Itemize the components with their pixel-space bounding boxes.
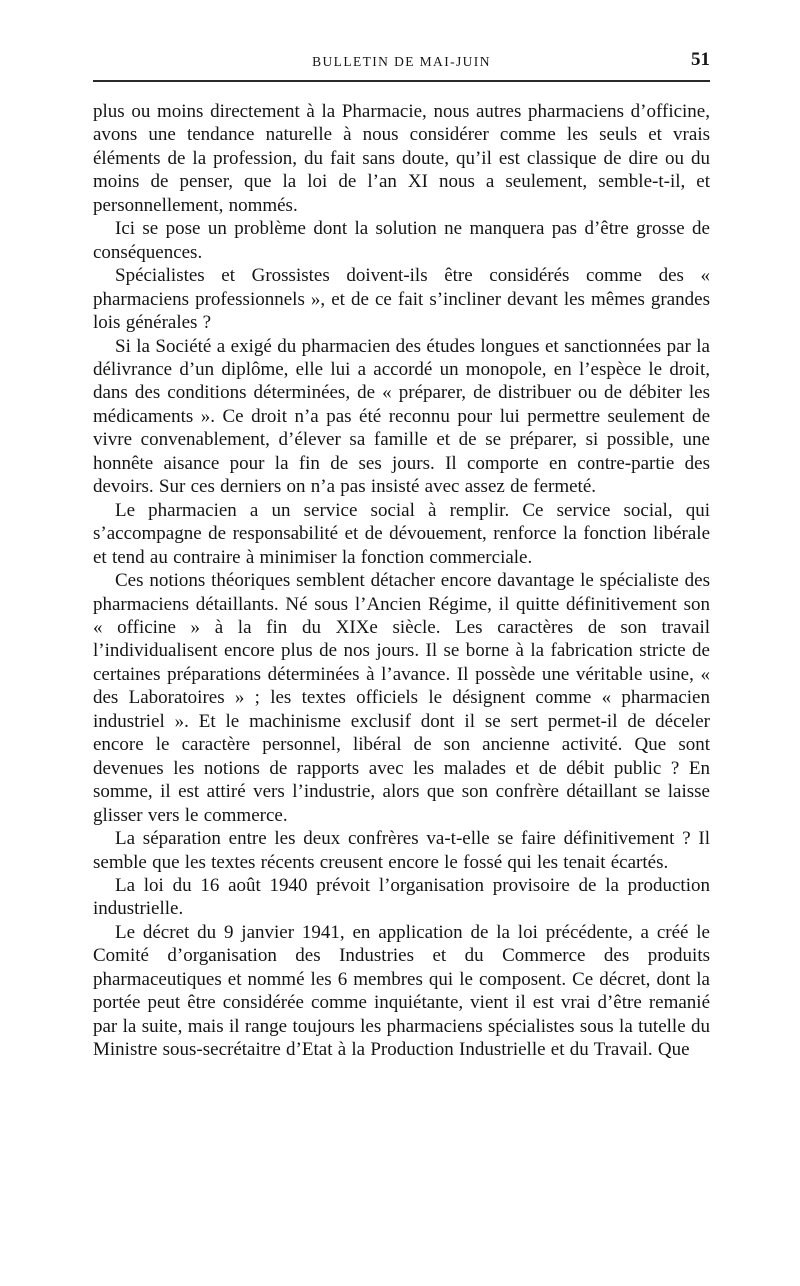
paragraph: La séparation entre les deux confrères va-t-elle se faire définitivement ? Il semble que les textes récents creusent encore le fossé qui les tenait écartés. [93, 828, 710, 873]
page-number: 51 [691, 49, 710, 70]
header-rule [93, 80, 710, 82]
paragraph: Spécialistes et Grossistes doivent-ils être considérés comme des « pharmaciens professionnels », et de ce fait s’incliner devant les mêmes grandes lois générales ? [93, 265, 710, 334]
paragraph: La loi du 16 août 1940 prévoit l’organisation provisoire de la production industrielle. [93, 874, 710, 920]
body-text [93, 100, 710, 1062]
running-header [93, 50, 710, 74]
paragraph: Le décret du 9 janvier 1941, en application de la loi précédente, a créé le Comité d’organisation des Industries et du Commerce des produits pharmaceutiques et nommé les 6 membres qui le composent. Ce décret, dont la portée peut être considérée comme inquiétante, vient il est vrai d’être remanié par la suite, mais il range toujours les pharmaciens spécialistes sous la tutelle du Ministre sous-secrétaitre d’Etat à la Production Industrielle et du Travail. Que [93, 921, 710, 1061]
paragraph: Ici se pose un problème dont la solution ne manquera pas d’être grosse de conséquences. [93, 218, 710, 263]
paragraph: Le pharmacien a un service social à remplir. Ce service social, qui s’accompagne de responsabilité et de dévouement, renforce la fonction libérale et tend au contraire à minimiser la fonction commerciale. [93, 499, 710, 568]
paragraph: Ces notions théoriques semblent détacher encore davantage le spécialiste des pharmaciens détaillants. Né sous l’Ancien Régime, il quitte définitivement son « officine » à la fin du XIXe siècle. Les caractères de son travail l’individualisent encore plus de nos jours. Il se borne à la fabrication stricte de certaines préparations déterminées à l’avance. Il possède une véritable usine, « des Laboratoires » ; les textes officiels le désignent comme « pharmacien industriel ». Et le machinisme exclusif dont il se sert permet-il de déceler encore le caractère personnel, libéral de son ancienne activité. Que sont devenues les notions de rapports avec les malades et de débit public ? En somme, il est attiré vers l’industrie, alors que son confrère détaillant se laisse glisser vers le commerce. [93, 570, 710, 826]
paragraph-continuation: plus ou moins directement à la Pharmacie, nous autres pharmaciens d’officine, avons une tendance naturelle à nous considérer comme les seuls et vrais éléments de la profession, du fait sans doute, qu’il est classique de dire ou du moins de penser, que la loi de l’an XI nous a seulement, semble-t-il, et personnellement, nommés. [93, 101, 710, 216]
header-title: BULLETIN DE MAI-JUIN [312, 54, 491, 69]
paragraph: Si la Société a exigé du pharmacien des études longues et sanctionnées par la délivrance d’un diplôme, elle lui a accordé un monopole, en l’espèce le droit, dans des conditions déterminées, de « préparer, de distribuer ou de débiter les médicaments ». Ce droit n’a pas été reconnu pour lui permettre seulement de vivre convenablement, d’élever sa famille et de se préparer, si possible, une honnête aisance pour la fin de ses jours. Il comporte en contre-partie des devoirs. Sur ces derniers on n’a pas insisté avec assez de fermeté. [93, 335, 710, 498]
